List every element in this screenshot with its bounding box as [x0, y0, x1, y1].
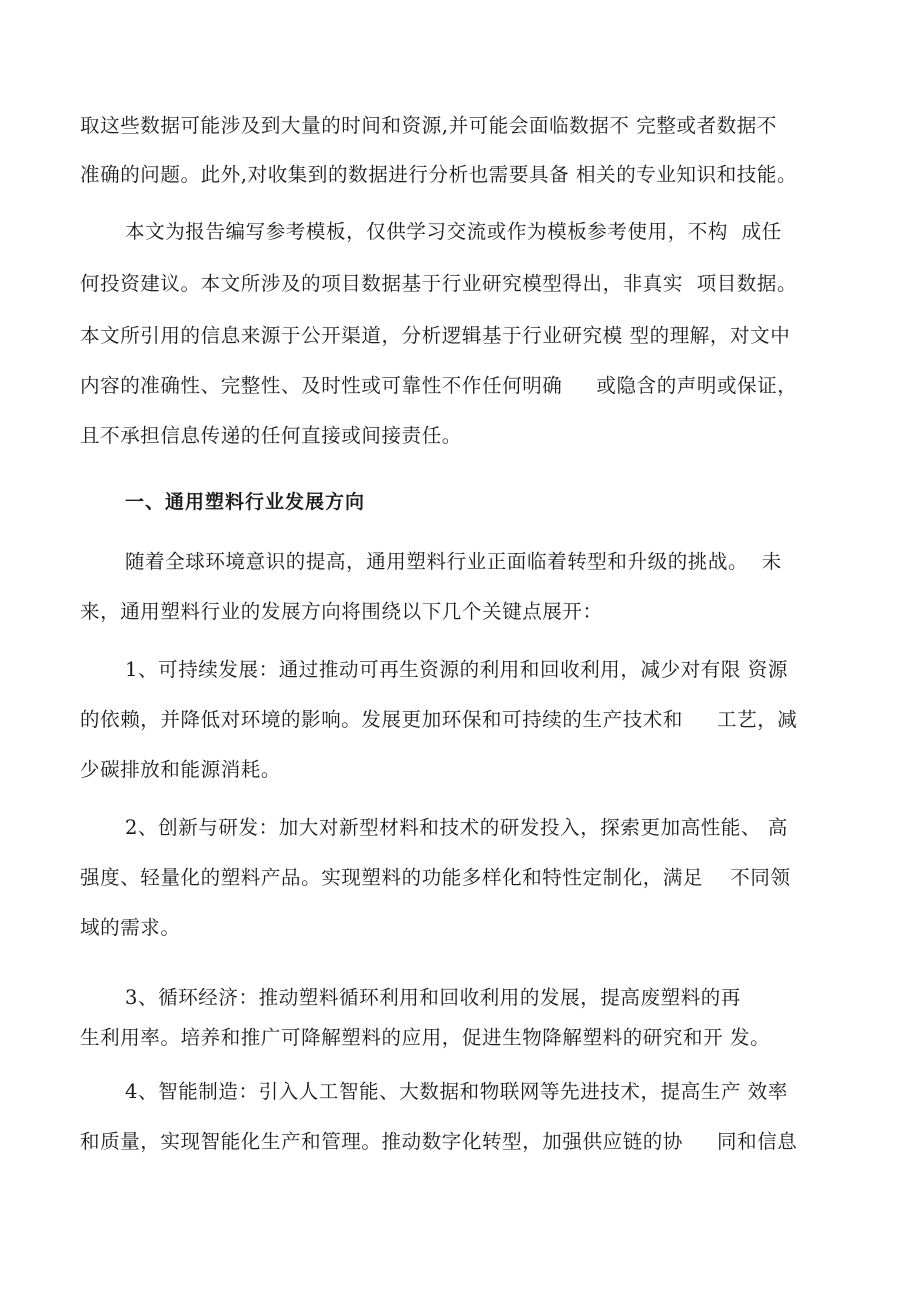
- text-line: 准确的问题。此外,对收集到的数据进行分析也需要具备 相关的专业知识和技能。: [80, 163, 798, 186]
- text-line: 本文所引用的信息来源于公开渠道，分析逻辑基于行业研究模 型的理解，对文中: [80, 324, 791, 347]
- text-line: 域的需求。: [80, 916, 181, 939]
- text-line: 随着全球环境意识的提高，通用塑料行业正面临着转型和升级的挑战。 未: [125, 550, 782, 573]
- text-line: 2、创新与研发：加大对新型材料和技术的研发投入，探索更加高性能、 高: [125, 816, 789, 839]
- text-line: 本文为报告编写参考模板，仅供学习交流或作为模板参考使用，不构 成任: [125, 220, 782, 243]
- text-line: 生利用率。培养和推广可降解塑料的应用，促进生物降解塑料的研究和开 发。: [80, 1026, 771, 1049]
- text-line: 的依赖，并降低对环境的影响。发展更加环保和可持续的生产技术和 工艺，减: [80, 708, 798, 731]
- text-line: 和质量，实现智能化生产和管理。推动数字化转型，加强供应链的协 同和信息: [80, 1130, 798, 1153]
- section-heading: 一、通用塑料行业发展方向: [125, 491, 366, 513]
- text-line: 取这些数据可能涉及到大量的时间和资源,并可能会面临数据不 完整或者数据不: [80, 114, 777, 137]
- text-line: 少碳排放和能源消耗。: [80, 758, 282, 781]
- text-line: 4、智能制造：引入人工智能、大数据和物联网等先进技术，提高生产 效率: [125, 1080, 789, 1103]
- text-line: 何投资建议。本文所涉及的项目数据基于行业研究模型得出，非真实 项目数据。: [80, 272, 798, 295]
- text-line: 强度、轻量化的塑料产品。实现塑料的功能多样化和特性定制化，满足 不同领: [80, 866, 791, 889]
- text-line: 内容的准确性、完整性、及时性或可靠性不作任何明确 或隐含的声明或保证，: [80, 374, 798, 397]
- text-line: 且不承担信息传递的任何直接或间接责任。: [80, 424, 462, 447]
- text-line: 来，通用塑料行业的发展方向将围绕以下几个关键点展开：: [80, 600, 603, 623]
- text-line: 1、可持续发展：通过推动可再生资源的利用和回收利用，减少对有限 资源: [125, 658, 789, 681]
- text-line: 3、循环经济：推动塑料循环利用和回收利用的发展，提高废塑料的再: [125, 986, 742, 1009]
